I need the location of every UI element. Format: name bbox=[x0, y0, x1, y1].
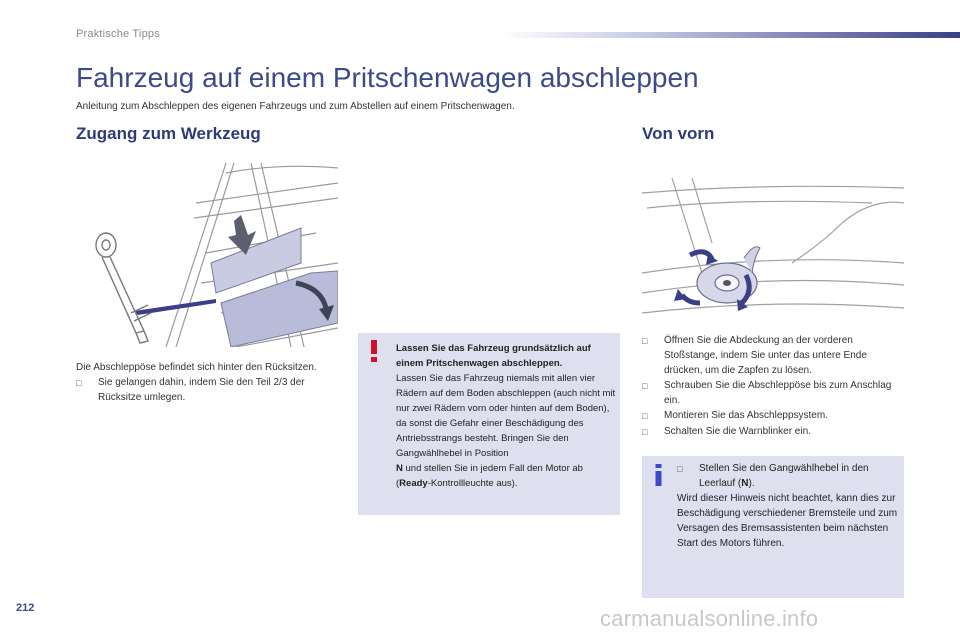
list-item bbox=[642, 424, 904, 440]
list-item-text: Sie gelangen dahin, indem Sie den Teil 2/3 der Rücksitze umlegen. bbox=[98, 377, 305, 403]
rear-seat-tow-eye-drawing bbox=[76, 163, 338, 347]
list-item-text: Schalten Sie die Warnblinker ein. bbox=[664, 426, 811, 437]
info-gear-label: N bbox=[741, 478, 749, 489]
warning-body-1: Lassen Sie das Fahrzeug niemals mit allen vier Rädern auf dem Boden abschleppen (auch nicht mit nur zwei Rädern vorn oder hinten auf dem Boden), da sonst die Gefahr einer Beschädigung des Antriebsstrangs besteht. Bringen Sie den Gangwählhebel in Position bbox=[396, 373, 616, 459]
warning-body-2: und stellen Sie in jedem Fall den Motor ab ( bbox=[396, 463, 583, 489]
list-item bbox=[642, 378, 904, 408]
square-bullet-icon: □ bbox=[642, 411, 648, 421]
towing-eye-illustration bbox=[76, 163, 338, 347]
section-label: Praktische Tipps bbox=[76, 28, 160, 40]
square-bullet-icon: □ bbox=[642, 336, 648, 346]
watermark: carmanualsonline.info bbox=[600, 606, 819, 631]
info-bullet-post: ). bbox=[748, 478, 755, 489]
square-bullet-icon: □ bbox=[642, 381, 648, 391]
header-gradient-bar bbox=[500, 32, 960, 38]
list-item-text: Öffnen Sie die Abdeckung an der vorderen Stoßstange, indem Sie unter das untere Ende drücken, um die Zapfen zu lösen. bbox=[664, 335, 867, 376]
info-bullet-pre: Stellen Sie den Gangwählhebel in den Leerlauf ( bbox=[699, 463, 869, 489]
list-item-text: Montieren Sie das Abschleppsystem. bbox=[664, 410, 828, 421]
page-subtitle: Anleitung zum Abschleppen des eigenen Fahrzeugs und zum Abstellen auf einem Pritschenwagen. bbox=[76, 101, 515, 112]
square-bullet-icon: □ bbox=[642, 427, 648, 437]
warning-body-3: -Kontrollleuchte aus). bbox=[427, 478, 518, 489]
list-item-text bbox=[699, 461, 899, 491]
info-body: Wird dieser Hinweis nicht beachtet, kann dies zur Beschädigung verschiedener Bremsteile und zum Versagen des Bremsassistenten beim nächsten Start des Motors führen. bbox=[677, 493, 898, 549]
page-number: 212 bbox=[16, 602, 35, 614]
page-title: Fahrzeug auf einem Pritschenwagen abschleppen bbox=[76, 62, 699, 93]
square-bullet-icon: □ bbox=[76, 378, 82, 388]
info-text bbox=[677, 461, 899, 551]
front-tow-eye-drawing bbox=[642, 163, 904, 326]
right-instructions bbox=[642, 333, 904, 440]
square-bullet-icon: □ bbox=[677, 464, 683, 474]
list-item bbox=[677, 461, 899, 491]
info-icon bbox=[654, 464, 663, 486]
ready-label: Ready bbox=[399, 478, 428, 489]
list-item-text: Schrauben Sie die Abschleppöse bis zum Anschlag ein. bbox=[664, 380, 892, 406]
exclamation-icon bbox=[369, 340, 379, 362]
left-instructions bbox=[76, 360, 342, 405]
warning-heading: Lassen Sie das Fahrzeug grundsätzlich auf einem Pritschenwagen abschleppen. bbox=[396, 343, 591, 369]
list-item bbox=[76, 375, 342, 405]
heading-front: Von vorn bbox=[642, 124, 715, 143]
front-bumper-illustration bbox=[642, 163, 904, 326]
gear-n-label: N bbox=[396, 463, 403, 474]
tow-eye-location-text: Die Abschleppöse befindet sich hinter den Rücksitzen. bbox=[76, 362, 317, 373]
heading-tool-access: Zugang zum Werkzeug bbox=[76, 124, 261, 143]
list-item bbox=[642, 408, 904, 424]
warning-text bbox=[396, 341, 616, 491]
list-item bbox=[642, 333, 904, 378]
